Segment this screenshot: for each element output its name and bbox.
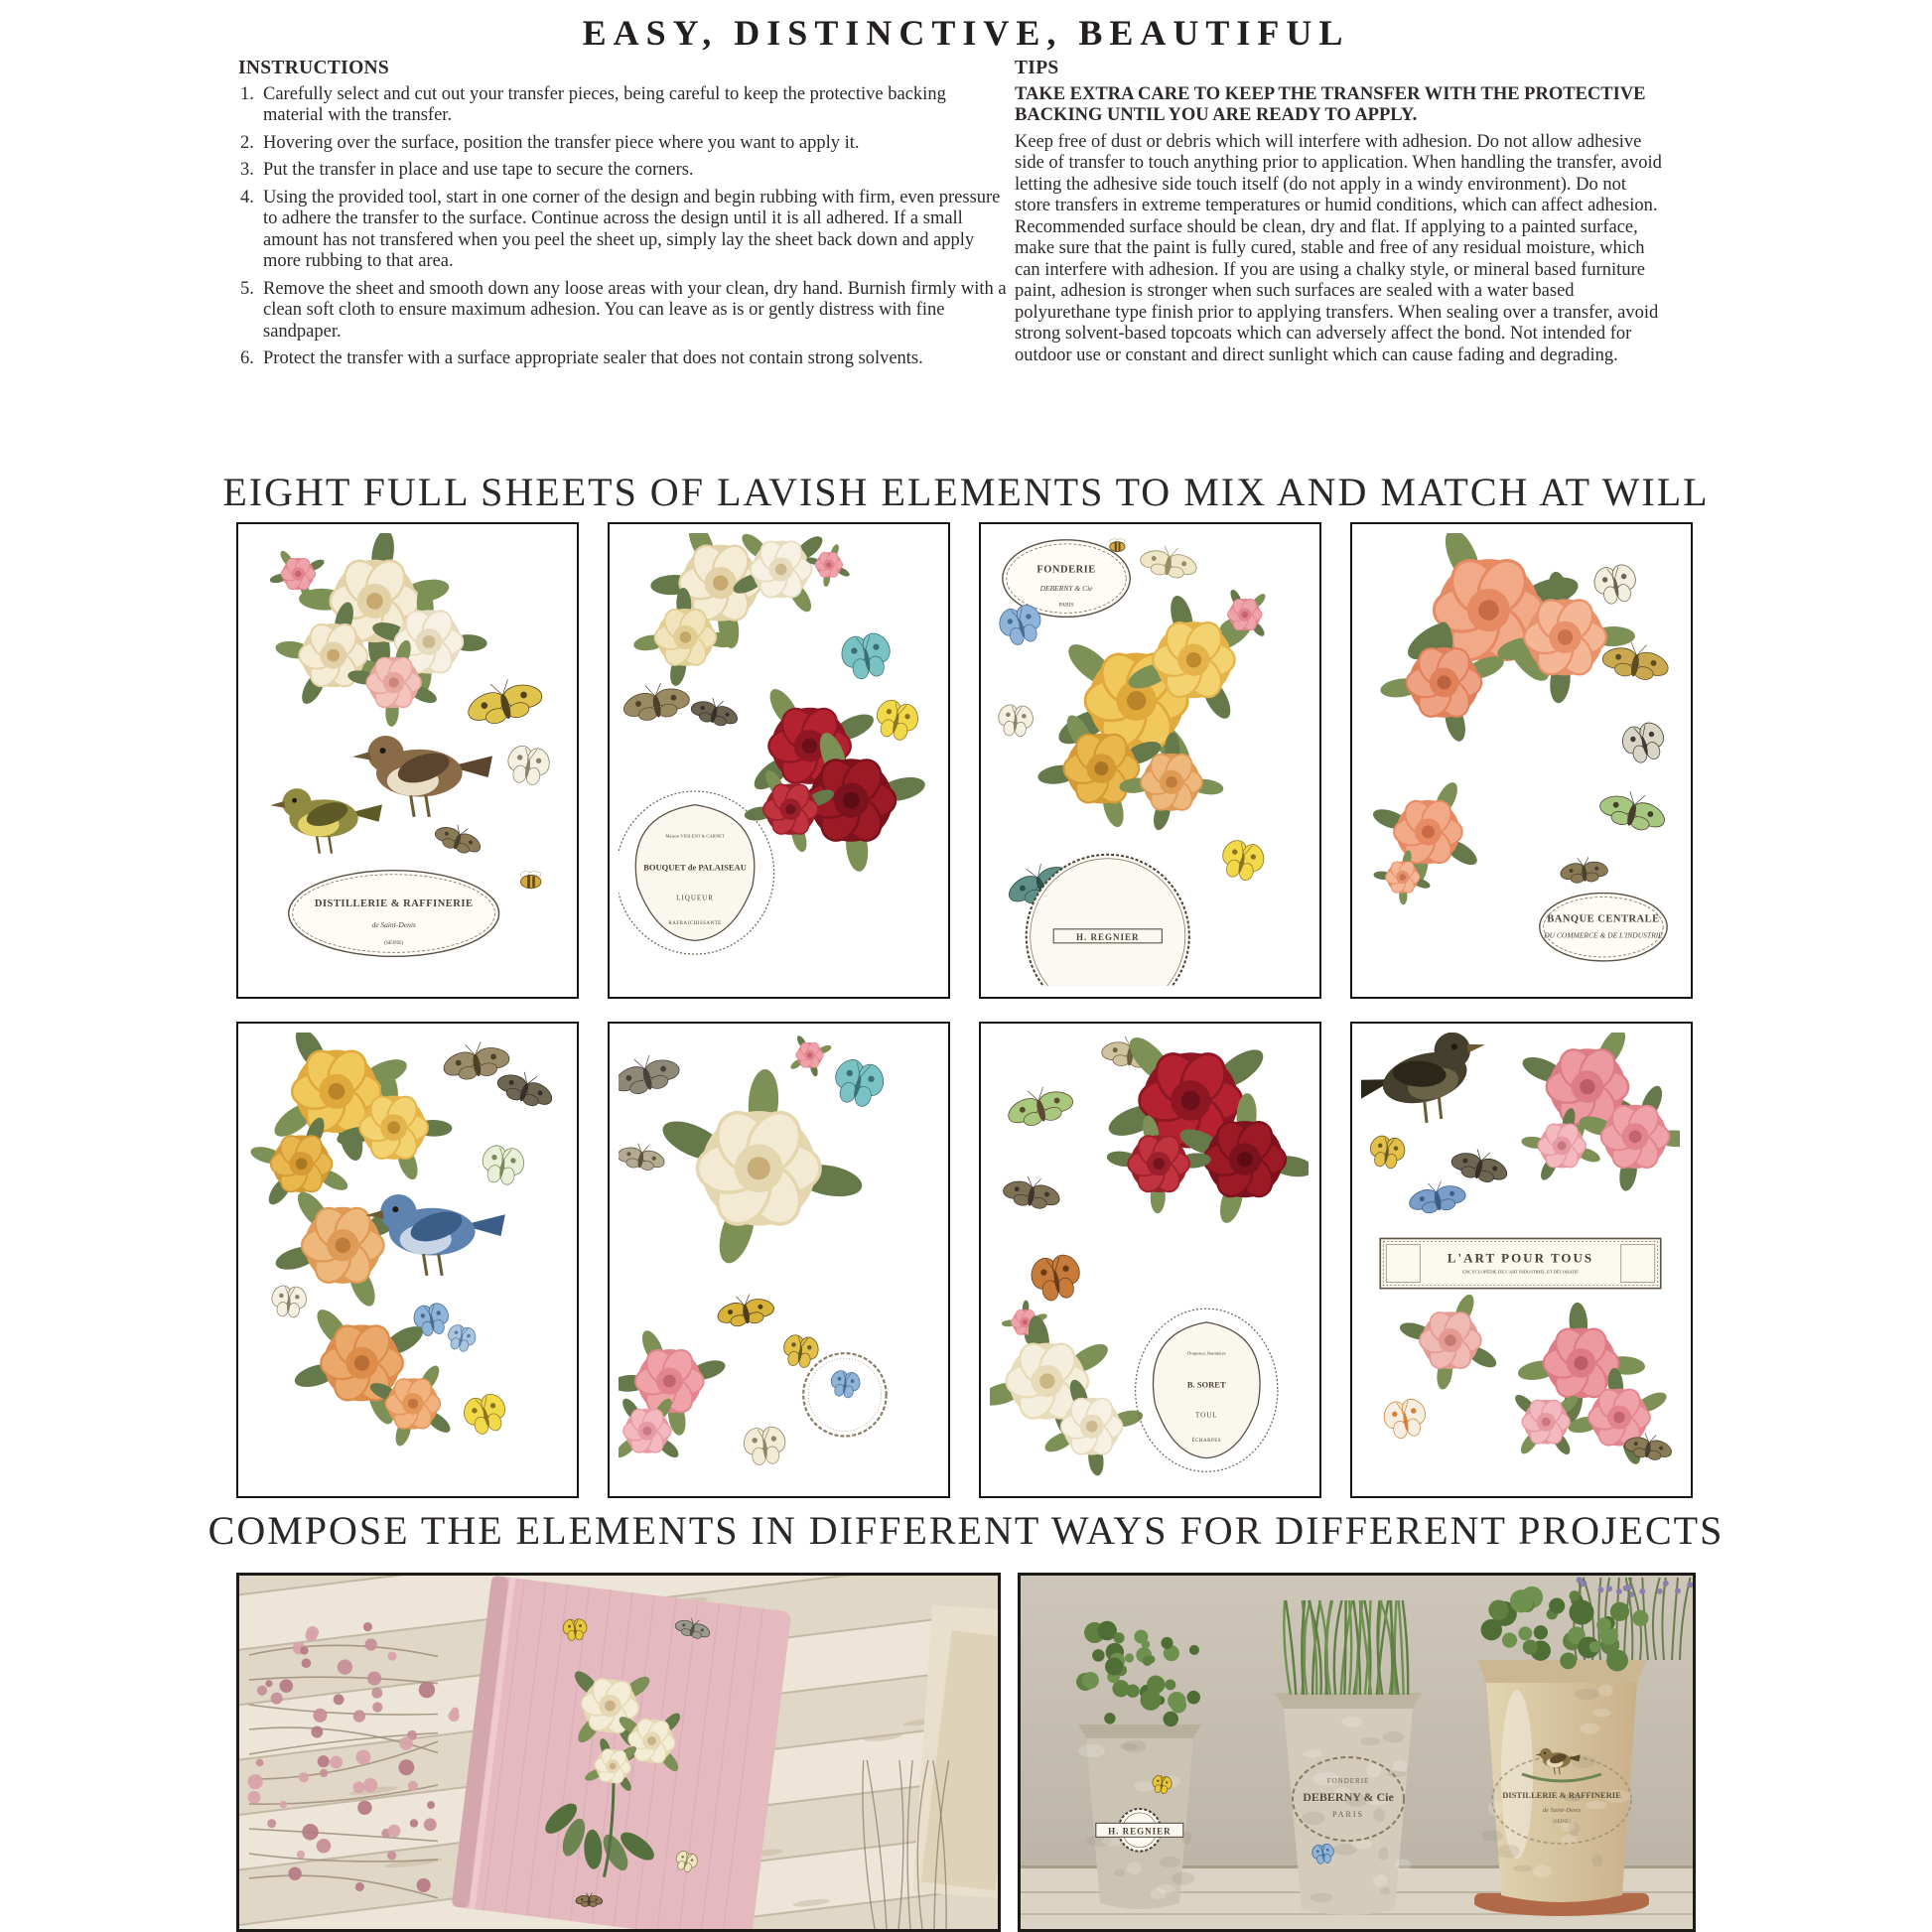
moth-icon [1594, 784, 1672, 836]
vintage-label-art [1136, 1309, 1278, 1471]
journal-photo-art [239, 1576, 998, 1929]
label-text: PARIS [1332, 1810, 1364, 1819]
label-text: de Saint-Denis [371, 919, 416, 929]
transfer-sheet-1 [236, 522, 579, 999]
label-text: H. REGNIER [1108, 1826, 1172, 1837]
transfer-sheet-art [619, 1033, 937, 1485]
butterfly-icon [868, 693, 926, 745]
rose-motif [1370, 779, 1480, 888]
butterfly-icon [1377, 1393, 1433, 1442]
moth-icon [1001, 1080, 1078, 1132]
butterfly-icon [1614, 715, 1673, 766]
instructions-list [238, 84, 1011, 370]
label-text: ÉCHARPES [1191, 1439, 1222, 1445]
bird-icon [1361, 1033, 1501, 1139]
rose-motif [1398, 1292, 1499, 1390]
label-text: DISTILLERIE & RAFFINERIE [1502, 1790, 1621, 1800]
instruction-step: Put the transfer in place and use tape to secure the corners. [263, 160, 694, 180]
transfer-sheet-art [247, 533, 566, 986]
moth-icon [1558, 856, 1610, 885]
tips-heading: TIPS [1015, 58, 1059, 78]
project-photos [236, 1573, 1696, 1932]
butterfly-icon [1364, 1131, 1411, 1172]
transfer-sheet-3 [979, 522, 1321, 999]
compose-section-heading: COMPOSE THE ELEMENTS IN DIFFERENT WAYS FOR DIFFERENT PROJECTS [207, 1508, 1725, 1553]
butterfly-icon [442, 1319, 481, 1354]
moth-icon [460, 671, 548, 731]
moth-icon [1447, 1143, 1513, 1187]
moth-icon [492, 1064, 560, 1113]
label-text: Drapeaux, Bannières [1187, 1350, 1226, 1356]
label-text: (SEINE) [384, 940, 404, 947]
butterfly-icon [739, 1422, 791, 1466]
butterfly-icon [825, 1051, 893, 1112]
tips-body-text: Keep free of dust or debris which will interfere with adhesion. Do not allow adhesive side of transfer to touch anything prior to application. When handling the transfer, avoid letting the adhesive side touch itself (do not apply in a windy environment). Do not store transfers in extreme temperatures or humid conditions, which can affect adhesion. Recommended surface should be clean, dry and flat. If applying to a painted surface, make sure that the paint is fully cured, stable and free of any residual moisture, which can interfere with adhesion. If you are using a chalky style, or mineral based furniture paint, adhesion is stronger when such surfaces are sealed with a water based polyurethane type finish prior to applying transfers. When sealing over a transfer, avoid strong solvent-based topcoats which can adversely affect the bond. Not intended for outdoor use or constant and direct sunlight which can cause fading and degrading. [1015, 131, 1662, 365]
label-text: LIQUEUR [676, 894, 714, 902]
rose-motif [657, 1068, 865, 1268]
label-text: L'ART POUR TOUS [1447, 1250, 1594, 1266]
instruction-step: Remove the sheet and smooth down any loose areas with your clean, dry hand. Burnish firmly with a clean soft cloth to ensure maximum adhesion. You can leave as is or gently distress with fine sandpaper. [263, 278, 1007, 342]
vintage-label-art [1540, 894, 1667, 961]
label-text: DEBERNY & Cie [1039, 584, 1093, 594]
transfer-sheet-art [1361, 533, 1680, 986]
label-text: DEBERNY & Cie [1303, 1790, 1394, 1804]
label-text: (SEINE) [1553, 1820, 1571, 1825]
label-text: FONDERIE [1326, 1777, 1370, 1785]
butterfly-icon [456, 1387, 514, 1439]
moth-icon [619, 678, 694, 725]
transfer-sheet-6 [608, 1022, 950, 1498]
moth-icon [687, 693, 743, 730]
tips-lead-text: TAKE EXTRA CARE TO KEEP THE TRANSFER WITH THE PROTECTIVE BACKING UNTIL YOU ARE READY TO APPLY. [1015, 83, 1646, 125]
moth-icon [431, 818, 486, 859]
transfer-sheet-art [247, 1033, 566, 1485]
butterfly-icon [1587, 558, 1643, 607]
butterfly-icon [500, 740, 556, 788]
transfer-sheet-art [990, 1033, 1309, 1485]
transfer-sheet-grid [236, 522, 1696, 1498]
label-text: Maison VESLENT & CARNET [665, 833, 725, 839]
moth-icon [1000, 1173, 1065, 1212]
bird-icon [270, 788, 382, 854]
butterfly-icon [1214, 833, 1273, 885]
label-text: PARIS [1058, 602, 1074, 609]
herb-pots-project-photo [1018, 1573, 1696, 1932]
butterfly-icon [476, 1139, 531, 1187]
sheets-section-heading: EIGHT FULL SHEETS OF LAVISH ELEMENTS TO MIX AND MATCH AT WILL [222, 470, 1710, 514]
transfer-sheet-5 [236, 1022, 579, 1498]
label-text: B. SORET [1186, 1379, 1226, 1390]
label-text: ENCYCLOPÉDIE DE L'ART INDUSTRIEL ET DÉCORATIF [1462, 1269, 1579, 1275]
instructions-heading: INSTRUCTIONS [238, 58, 390, 78]
instruction-step: Carefully select and cut out your transfer pieces, being careful to keep the protective backing material with the transfer. [263, 83, 946, 125]
butterfly-icon [834, 625, 899, 682]
instruction-step: Protect the transfer with a surface appropriate sealer that does not contain strong solvents. [263, 348, 923, 368]
transfer-sheet-4 [1350, 522, 1693, 999]
label-text: RAFRAICHISSANTE [668, 920, 722, 926]
label-text: BANQUE CENTRALE [1547, 913, 1660, 925]
tips-column [1015, 58, 1665, 366]
butterfly-icon [267, 1282, 311, 1318]
label-text: de Saint-Denis [1542, 1807, 1582, 1814]
bee-icon [1110, 539, 1125, 552]
label-text: BOUQUET de PALAISEAU [643, 862, 747, 873]
butterfly-icon [994, 701, 1037, 738]
label-text: FONDERIE [1036, 564, 1096, 576]
transfer-sheet-7 [979, 1022, 1321, 1498]
label-text: DU COMMERCE & DE L'INDUSTRIE [1544, 930, 1663, 940]
bird-icon [365, 1194, 505, 1276]
vintage-label-art [289, 871, 499, 957]
transfer-sheet-art [990, 533, 1309, 986]
vintage-label-art [803, 1353, 886, 1436]
bee-icon [520, 872, 541, 889]
transfer-sheet-art [1361, 1033, 1680, 1485]
butterfly-icon [826, 1366, 865, 1400]
instruction-step: Using the provided tool, start in one corner of the design and begin rubbing with firm, even pressure to adhere the transfer to the surface. Continue across the design until it is all adhered. If a small amount has not transfered when you peel the sheet up, simply lay the sheet back down and apply more rubbing to that area. [263, 187, 1001, 271]
transfer-sheet-8 [1350, 1022, 1693, 1498]
transfer-sheet-2 [608, 522, 950, 999]
label-text: H. REGNIER [1076, 931, 1140, 942]
label-text: TOUL [1195, 1411, 1218, 1420]
moth-icon [619, 1140, 668, 1173]
rose-motif [789, 1035, 833, 1077]
instructions-column [238, 58, 1011, 376]
moth-icon [713, 1290, 778, 1329]
pots-photo-art [1021, 1576, 1693, 1929]
instruction-step: Hovering over the surface, position the transfer piece where you want to apply it. [263, 132, 860, 153]
vintage-label-art [1003, 540, 1130, 618]
journal-project-photo [236, 1573, 1001, 1932]
label-text: DISTILLERIE & RAFFINERIE [314, 898, 474, 910]
moth-icon [1137, 542, 1202, 582]
moth-icon [619, 1048, 685, 1100]
moth-icon [1405, 1176, 1470, 1216]
pink-journal [452, 1576, 792, 1929]
page-title: EASY, DISTINCTIVE, BEAUTIFUL [582, 13, 1350, 53]
transfer-sheet-art [619, 533, 937, 986]
vintage-label-art [1380, 1238, 1660, 1288]
bird-icon [352, 736, 492, 817]
butterfly-icon [1024, 1248, 1089, 1305]
